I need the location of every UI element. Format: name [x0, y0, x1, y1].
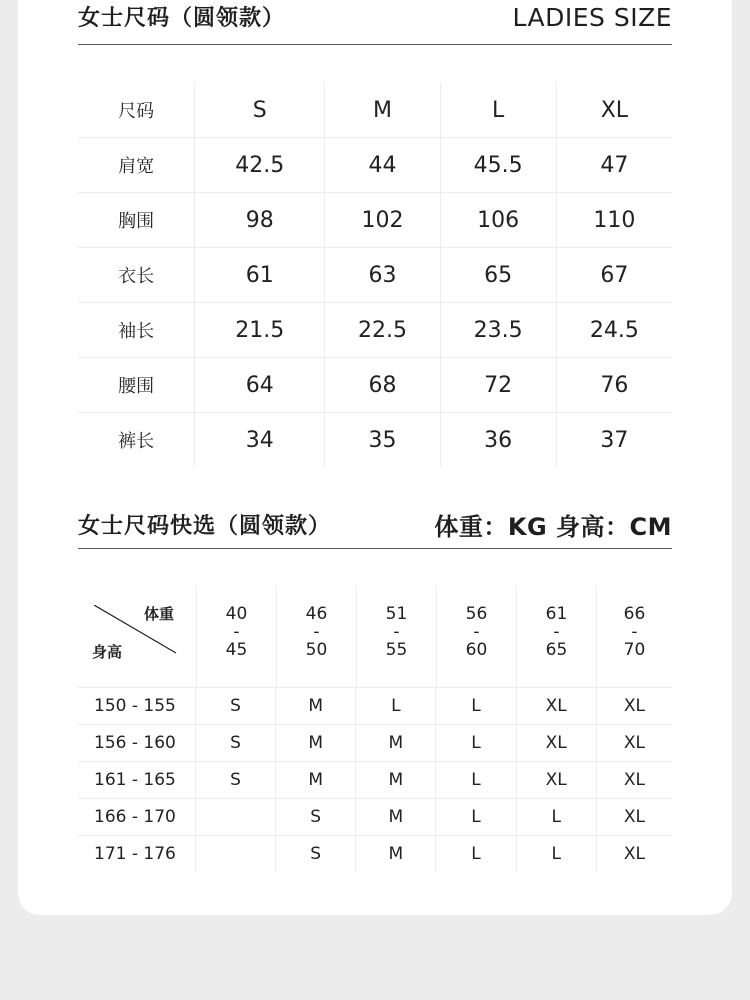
table-cell: XL — [596, 799, 672, 835]
table-cell — [195, 799, 275, 835]
ladies-size-header — [78, 0, 672, 45]
row-label: 胸围 — [118, 211, 155, 232]
table-cell: M — [275, 762, 355, 798]
table-cell: L — [435, 799, 515, 835]
table-cell: 37 — [556, 413, 672, 467]
table-cell: 23.5 — [440, 303, 556, 357]
table-row — [78, 724, 672, 761]
row-label: 肩宽 — [118, 156, 155, 177]
table-cell: M — [275, 725, 355, 761]
table-cell: XL — [596, 725, 672, 761]
table-cell: S — [275, 799, 355, 835]
table-cell: L — [355, 688, 435, 724]
table-cell: XL — [516, 688, 596, 724]
table-cell: 64 — [194, 358, 324, 412]
table-row — [78, 412, 672, 467]
table-row — [78, 137, 672, 192]
diagonal-header-cell — [78, 587, 196, 687]
height-range-label: 171 - 176 — [94, 844, 176, 864]
table-row — [78, 835, 672, 872]
weight-high: 60 — [465, 640, 488, 660]
table-row — [78, 357, 672, 412]
weight-high: 65 — [545, 640, 568, 660]
table-cell: S — [195, 725, 275, 761]
weight-high: 55 — [385, 640, 408, 660]
table-cell: M — [355, 725, 435, 761]
weight-axis-label: 体重 — [144, 605, 175, 623]
table-cell: 61 — [194, 248, 324, 302]
table-cell: 102 — [324, 193, 439, 247]
table-cell: 98 — [194, 193, 324, 247]
section1-subtitle: LADIES SIZE — [512, 2, 672, 32]
weight-low: 46 — [305, 604, 328, 624]
table-cell: 22.5 — [324, 303, 439, 357]
weight-range-header — [196, 587, 276, 687]
table-cell: 45.5 — [440, 138, 556, 192]
weight-sep: - — [473, 622, 480, 642]
weight-low: 40 — [225, 604, 248, 624]
weight-low: 56 — [465, 604, 488, 624]
weight-high: 45 — [225, 640, 248, 660]
table-cell: 21.5 — [194, 303, 324, 357]
table-cell: 106 — [440, 193, 556, 247]
table-row — [78, 687, 672, 724]
weight-sep: - — [631, 622, 638, 642]
table-cell: XL — [596, 762, 672, 798]
size-col-header: M — [324, 83, 439, 137]
table-cell: M — [275, 688, 355, 724]
table-cell: XL — [596, 836, 672, 872]
weight-low: 51 — [385, 604, 408, 624]
table-cell: 35 — [324, 413, 439, 467]
height-range-label: 161 - 165 — [94, 770, 176, 790]
table-cell: 63 — [324, 248, 439, 302]
table-cell: 36 — [440, 413, 556, 467]
section2-subtitle: 体重：KG 身高：CM — [434, 512, 672, 541]
size-col-header: XL — [556, 83, 672, 137]
table-cell: S — [275, 836, 355, 872]
table-cell: L — [516, 799, 596, 835]
table-row — [78, 192, 672, 247]
size-col-header: S — [194, 83, 324, 137]
table-cell: L — [435, 762, 515, 798]
table-cell: S — [195, 762, 275, 798]
table-cell: XL — [516, 762, 596, 798]
weight-high: 50 — [305, 640, 328, 660]
weight-low: 66 — [623, 604, 646, 624]
table-cell: 65 — [440, 248, 556, 302]
height-range-label: 156 - 160 — [94, 733, 176, 753]
row-label: 衣长 — [118, 266, 155, 287]
weight-range-header — [596, 587, 672, 687]
table-cell: 110 — [556, 193, 672, 247]
size-header-label: 尺码 — [118, 101, 155, 122]
table-cell: M — [355, 836, 435, 872]
table-cell: M — [355, 762, 435, 798]
weight-low: 61 — [545, 604, 568, 624]
table-cell: S — [195, 688, 275, 724]
table-cell: 68 — [324, 358, 439, 412]
weight-sep: - — [233, 622, 240, 642]
table-cell: L — [435, 725, 515, 761]
table-cell: 72 — [440, 358, 556, 412]
table-cell — [195, 836, 275, 872]
table-cell: XL — [516, 725, 596, 761]
quick-size-header — [78, 500, 672, 549]
table-row — [78, 302, 672, 357]
table-row — [78, 761, 672, 798]
table-row — [78, 798, 672, 835]
section1-title: 女士尺码（圆领款） — [78, 5, 286, 31]
weight-range-header — [276, 587, 356, 687]
table-cell: M — [355, 799, 435, 835]
table-row — [78, 247, 672, 302]
table-cell: 24.5 — [556, 303, 672, 357]
table-cell: L — [516, 836, 596, 872]
weight-high: 70 — [623, 640, 646, 660]
row-label: 腰围 — [118, 376, 155, 397]
row-label: 袖长 — [118, 321, 155, 342]
weight-sep: - — [393, 622, 400, 642]
table-cell: 76 — [556, 358, 672, 412]
table-cell: 44 — [324, 138, 439, 192]
weight-sep: - — [313, 622, 320, 642]
size-col-header: L — [440, 83, 556, 137]
height-range-label: 150 - 155 — [94, 696, 176, 716]
size-measurement-table — [78, 83, 672, 467]
weight-range-header — [516, 587, 596, 687]
weight-range-header — [356, 587, 436, 687]
table-header-row — [78, 587, 672, 687]
row-label: 裤长 — [118, 431, 155, 452]
height-range-label: 166 - 170 — [94, 807, 176, 827]
table-cell: 67 — [556, 248, 672, 302]
table-cell: XL — [596, 688, 672, 724]
table-header-row — [78, 83, 672, 137]
section2-title: 女士尺码快选（圆领款） — [78, 513, 332, 539]
table-cell: L — [435, 688, 515, 724]
weight-range-header — [436, 587, 516, 687]
table-cell: 47 — [556, 138, 672, 192]
height-axis-label: 身高 — [92, 643, 123, 661]
table-cell: L — [435, 836, 515, 872]
weight-sep: - — [553, 622, 560, 642]
table-cell: 42.5 — [194, 138, 324, 192]
table-cell: 34 — [194, 413, 324, 467]
quick-size-table — [78, 587, 672, 872]
